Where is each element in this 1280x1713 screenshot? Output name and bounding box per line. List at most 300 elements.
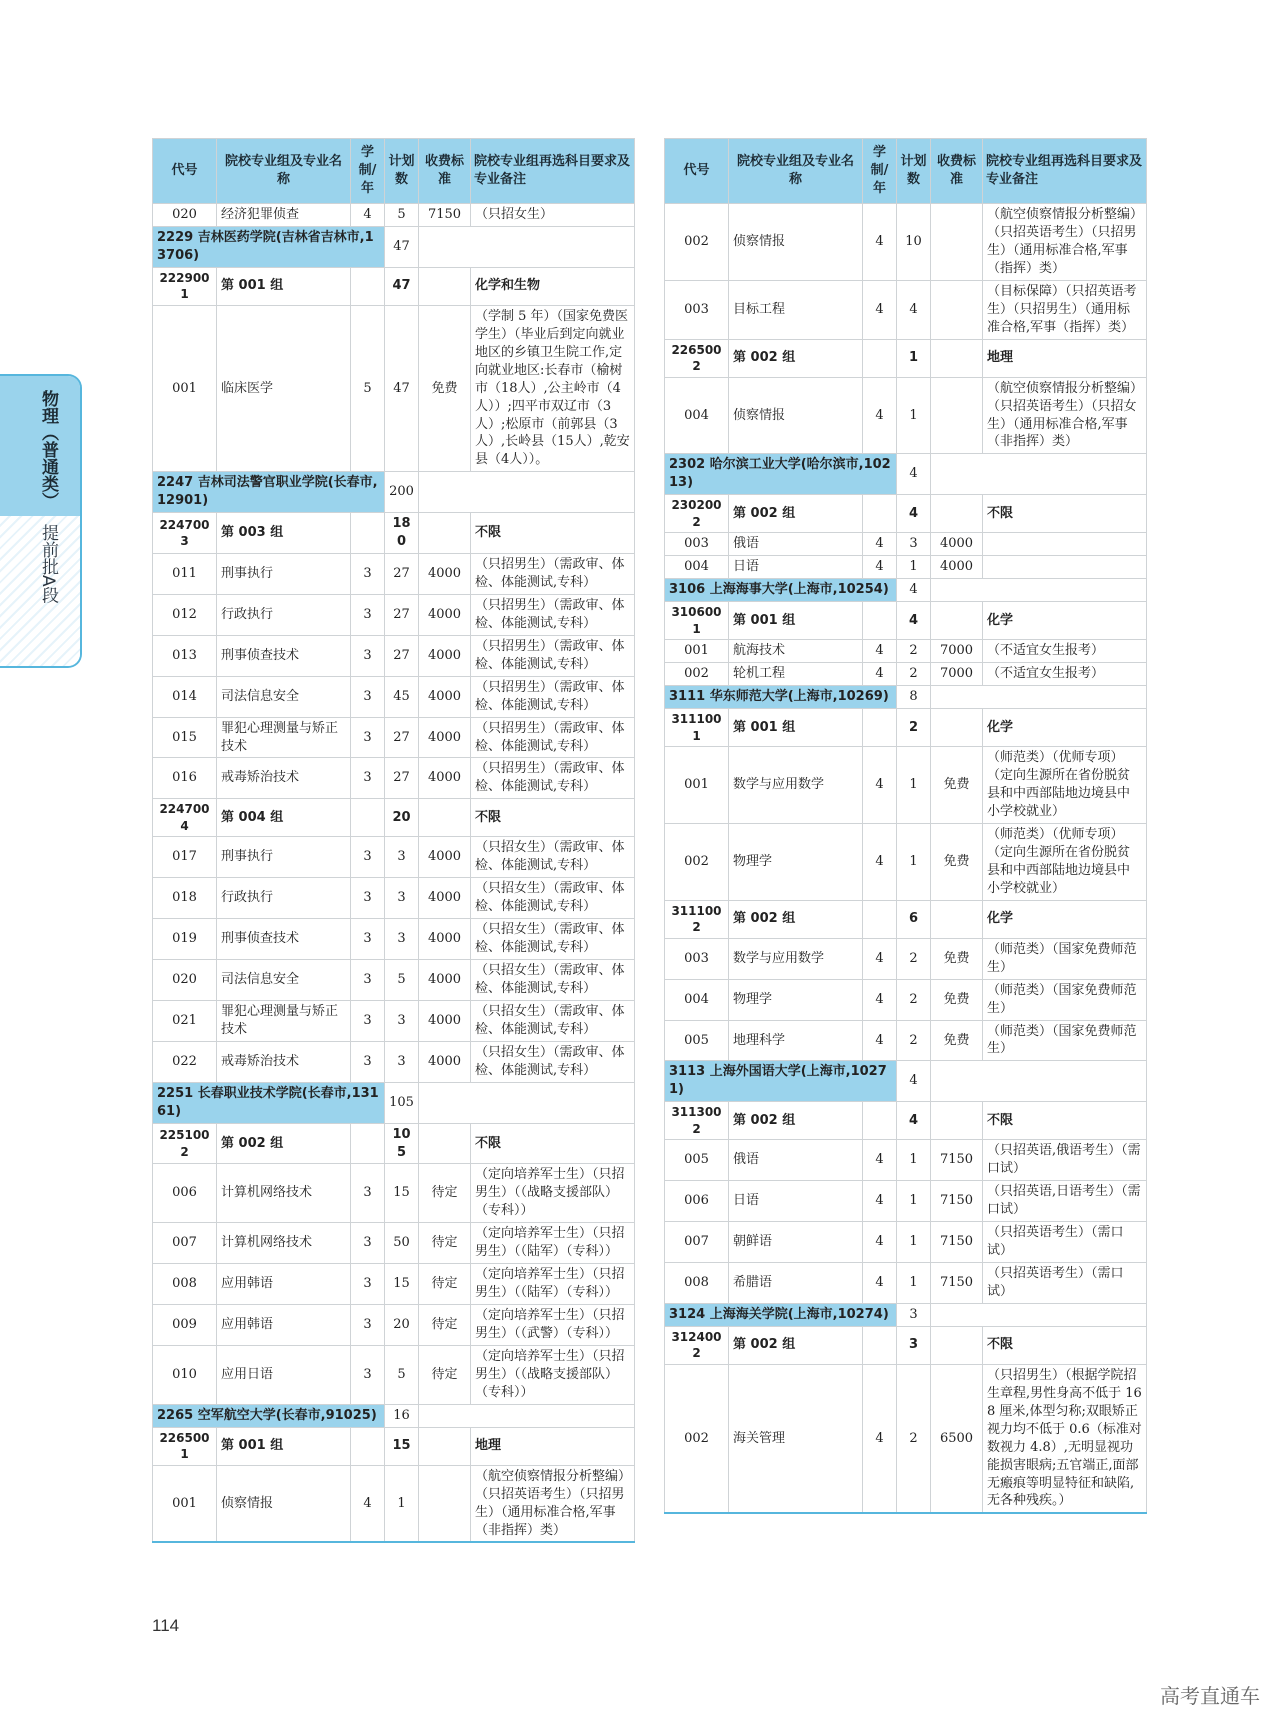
- school-blank: [931, 579, 1147, 602]
- major-years: 4: [351, 1465, 385, 1542]
- major-note: （航空侦察情报分析整编）（只招英语考生）（只招男生）（通用标准合格,军事（非指挥）类）: [471, 1465, 635, 1542]
- major-note: （定向培养军士生）（只招男生）（（战略支援部队）（专科））: [471, 1345, 635, 1404]
- group-row: [665, 339, 1147, 377]
- major-code: 005: [665, 1140, 729, 1181]
- major-plan: 3: [385, 837, 419, 878]
- major-name: 行政执行: [217, 594, 351, 635]
- category-label: 物理（普通类）: [38, 390, 58, 509]
- major-note: （定向培养军士生）（只招男生）（（战略支援部队）（专科））: [471, 1164, 635, 1223]
- group-plan: 4: [897, 495, 931, 533]
- major-row: [665, 1263, 1147, 1304]
- group-name: 第 001 组: [217, 1427, 351, 1465]
- major-years: 4: [863, 556, 897, 579]
- group-fee-blank: [931, 709, 983, 747]
- major-years: 4: [863, 1140, 897, 1181]
- major-code: 011: [153, 554, 217, 595]
- major-fee: 4000: [419, 878, 471, 919]
- major-fee: 4000: [419, 919, 471, 960]
- major-years: 3: [351, 1164, 385, 1223]
- major-plan: 3: [385, 919, 419, 960]
- major-plan: 45: [385, 676, 419, 717]
- major-name: 刑事执行: [217, 554, 351, 595]
- major-row: [665, 979, 1147, 1020]
- major-code: 009: [153, 1305, 217, 1346]
- side-tab: [0, 374, 82, 668]
- group-years-blank: [351, 799, 385, 837]
- group-code: 3111002: [665, 900, 729, 938]
- major-note: [983, 556, 1147, 579]
- major-years: 3: [351, 837, 385, 878]
- major-row: [665, 280, 1147, 339]
- major-name: 轮机工程: [729, 663, 863, 686]
- header-years: 学制/年: [351, 139, 385, 204]
- group-years-blank: [351, 513, 385, 554]
- major-years: 4: [863, 533, 897, 556]
- major-note: （只招男生）（需政审、体检、体能测试,专科）: [471, 717, 635, 758]
- major-years: 3: [351, 1223, 385, 1264]
- major-years: 3: [351, 676, 385, 717]
- major-years: 4: [863, 1263, 897, 1304]
- major-code: 017: [153, 837, 217, 878]
- group-name: 第 002 组: [729, 339, 863, 377]
- school-row: [153, 472, 635, 513]
- group-plan: 1: [897, 339, 931, 377]
- major-fee: 7150: [931, 1181, 983, 1222]
- major-fee: 免费: [931, 938, 983, 979]
- major-code: 003: [665, 533, 729, 556]
- major-years: 3: [351, 635, 385, 676]
- group-code: 2247004: [153, 799, 217, 837]
- group-fee-blank: [931, 1102, 983, 1140]
- major-note: （师范类）（优师专项）（定向生源所在省份脱贫县和中西部陆地边境县中小学校就业）: [983, 823, 1147, 900]
- major-note: （只招男生）（需政审、体检、体能测试,专科）: [471, 676, 635, 717]
- major-note: （师范类）（国家免费师范生）: [983, 938, 1147, 979]
- major-name: 司法信息安全: [217, 960, 351, 1001]
- major-fee: 免费: [931, 1020, 983, 1061]
- group-fee-blank: [419, 267, 471, 305]
- major-row: [153, 837, 635, 878]
- major-row: [153, 1264, 635, 1305]
- major-plan: 5: [385, 1345, 419, 1404]
- major-fee: [931, 377, 983, 454]
- group-years-blank: [863, 495, 897, 533]
- major-note: （不适宜女生报考）: [983, 640, 1147, 663]
- major-note: （不适宜女生报考）: [983, 663, 1147, 686]
- school-row: [665, 1061, 1147, 1102]
- major-years: 3: [351, 1305, 385, 1346]
- major-note: （只招女生）: [471, 204, 635, 227]
- major-code: 002: [665, 823, 729, 900]
- major-note: （定向培养军士生）（只招男生）（（陆军）（专科））: [471, 1223, 635, 1264]
- school-plan: 47: [385, 226, 419, 267]
- major-years: 3: [351, 1264, 385, 1305]
- major-fee: 待定: [419, 1223, 471, 1264]
- major-row: [153, 1345, 635, 1404]
- school-row: [665, 1303, 1147, 1326]
- group-plan: 15: [385, 1427, 419, 1465]
- group-row: [153, 799, 635, 837]
- major-code: 006: [153, 1164, 217, 1223]
- school-row: [665, 454, 1147, 495]
- major-fee: 4000: [419, 676, 471, 717]
- major-years: 4: [863, 280, 897, 339]
- major-fee: [931, 280, 983, 339]
- major-row: [153, 1223, 635, 1264]
- major-plan: 1: [897, 747, 931, 824]
- group-code: 2302002: [665, 495, 729, 533]
- major-note: （只招女生）（需政审、体检、体能测试,专科）: [471, 960, 635, 1001]
- major-fee: 4000: [419, 554, 471, 595]
- major-name: 日语: [729, 1181, 863, 1222]
- major-plan: 1: [897, 556, 931, 579]
- major-row: [153, 635, 635, 676]
- major-row: [153, 204, 635, 227]
- major-note: （学制 5 年）（国家免费医学生）（毕业后到定向就业地区的乡镇卫生院工作,定向就业地区:长春市（榆树市（18人）,公主岭市（4人））;四平市双辽市（3人）;松原市（前郭县（3人）,长岭县（15人）,乾安县（4人））。: [471, 305, 635, 471]
- major-row: [665, 1222, 1147, 1263]
- major-note: （只招女生）（需政审、体检、体能测试,专科）: [471, 1041, 635, 1082]
- major-years: 3: [351, 1345, 385, 1404]
- group-plan: 4: [897, 1102, 931, 1140]
- major-years: 3: [351, 758, 385, 799]
- major-fee: 4000: [419, 1041, 471, 1082]
- major-row: [153, 1305, 635, 1346]
- school-blank: [931, 454, 1147, 495]
- school-name: 2251 长春职业技术学院(长春市,13161): [153, 1082, 385, 1123]
- group-name: 第 001 组: [729, 602, 863, 640]
- major-row: [665, 1020, 1147, 1061]
- group-plan: 47: [385, 267, 419, 305]
- group-fee-blank: [419, 799, 471, 837]
- header-code: 代号: [153, 139, 217, 204]
- major-plan: 27: [385, 758, 419, 799]
- major-row: [153, 305, 635, 471]
- group-plan: 105: [385, 1123, 419, 1164]
- group-subject-requirement: 不限: [471, 1123, 635, 1164]
- major-fee: 7150: [931, 1222, 983, 1263]
- major-row: [153, 554, 635, 595]
- major-years: 4: [863, 823, 897, 900]
- major-fee: 7150: [931, 1140, 983, 1181]
- major-plan: 15: [385, 1164, 419, 1223]
- group-row: [153, 513, 635, 554]
- major-code: 007: [153, 1223, 217, 1264]
- major-name: 罪犯心理测量与矫正技术: [217, 717, 351, 758]
- major-code: 003: [665, 280, 729, 339]
- major-name: 经济犯罪侦查: [217, 204, 351, 227]
- school-blank: [931, 686, 1147, 709]
- major-fee: 4000: [931, 556, 983, 579]
- group-years-blank: [351, 1123, 385, 1164]
- group-row: [153, 267, 635, 305]
- major-name: 戒毒矫治技术: [217, 758, 351, 799]
- group-subject-requirement: 地理: [471, 1427, 635, 1465]
- group-name: 第 002 组: [729, 1326, 863, 1364]
- major-name: 侦察情报: [729, 204, 863, 281]
- major-code: 018: [153, 878, 217, 919]
- school-plan: 3: [897, 1303, 931, 1326]
- page-number: 114: [152, 1616, 180, 1635]
- major-years: 3: [351, 717, 385, 758]
- major-code: 010: [153, 1345, 217, 1404]
- major-plan: 50: [385, 1223, 419, 1264]
- major-row: [665, 1181, 1147, 1222]
- major-note: [983, 533, 1147, 556]
- group-code: 3124002: [665, 1326, 729, 1364]
- major-plan: 27: [385, 594, 419, 635]
- school-blank: [931, 1303, 1147, 1326]
- major-code: 021: [153, 1000, 217, 1041]
- major-plan: 1: [897, 1263, 931, 1304]
- group-name: 第 004 组: [217, 799, 351, 837]
- major-name: 物理学: [729, 979, 863, 1020]
- major-years: 4: [863, 1364, 897, 1513]
- major-plan: 2: [897, 663, 931, 686]
- major-row: [665, 938, 1147, 979]
- group-fee-blank: [419, 1427, 471, 1465]
- major-fee: 7000: [931, 663, 983, 686]
- group-subject-requirement: 不限: [983, 495, 1147, 533]
- school-plan: 200: [385, 472, 419, 513]
- major-name: 航海技术: [729, 640, 863, 663]
- major-note: （只招男生）（根据学院招生章程,男性身高不低于 168 厘米,体型匀称;双眼矫正视力均不低于 0.6（标准对数视力 4.8）,无明显视功能损害眼病;五官端正,面部无瘢痕等明显特征和缺陷,无各种残疾。）: [983, 1364, 1147, 1513]
- group-code: 2229001: [153, 267, 217, 305]
- major-years: 4: [863, 938, 897, 979]
- major-fee: 4000: [419, 594, 471, 635]
- group-plan: 2: [897, 709, 931, 747]
- major-code: 013: [153, 635, 217, 676]
- school-name: 2265 空军航空大学(长春市,91025): [153, 1404, 385, 1427]
- major-row: [665, 533, 1147, 556]
- major-plan: 1: [897, 1181, 931, 1222]
- group-plan: 6: [897, 900, 931, 938]
- major-row: [153, 676, 635, 717]
- major-code: 001: [153, 1465, 217, 1542]
- major-plan: 2: [897, 979, 931, 1020]
- group-subject-requirement: 化学: [983, 602, 1147, 640]
- major-row: [153, 594, 635, 635]
- school-blank: [419, 1082, 635, 1123]
- major-note: （只招男生）（需政审、体检、体能测试,专科）: [471, 554, 635, 595]
- group-code: 2265002: [665, 339, 729, 377]
- major-name: 刑事侦查技术: [217, 919, 351, 960]
- header-note: 院校专业组再选科目要求及专业备注: [471, 139, 635, 204]
- school-name: 3124 上海海关学院(上海市,10274): [665, 1303, 897, 1326]
- major-code: 001: [665, 640, 729, 663]
- header-name: 院校专业组及专业名称: [729, 139, 863, 204]
- group-row: [665, 602, 1147, 640]
- group-row: [153, 1427, 635, 1465]
- major-code: 004: [665, 377, 729, 454]
- group-code: 3113002: [665, 1102, 729, 1140]
- major-years: 5: [351, 305, 385, 471]
- major-code: 020: [153, 960, 217, 1001]
- major-fee: 4000: [419, 717, 471, 758]
- school-row: [153, 226, 635, 267]
- group-years-blank: [351, 1427, 385, 1465]
- major-plan: 1: [897, 1222, 931, 1263]
- major-row: [153, 717, 635, 758]
- group-subject-requirement: 不限: [471, 799, 635, 837]
- group-plan: 20: [385, 799, 419, 837]
- major-fee: 6500: [931, 1364, 983, 1513]
- school-blank: [419, 1404, 635, 1427]
- school-name: 3113 上海外国语大学(上海市,10271): [665, 1061, 897, 1102]
- major-row: [665, 204, 1147, 281]
- group-code: 3106001: [665, 602, 729, 640]
- major-note: （只招女生）（需政审、体检、体能测试,专科）: [471, 878, 635, 919]
- header-name: 院校专业组及专业名称: [217, 139, 351, 204]
- major-years: 3: [351, 960, 385, 1001]
- major-code: 001: [153, 305, 217, 471]
- major-plan: 1: [897, 823, 931, 900]
- major-row: [153, 758, 635, 799]
- major-row: [153, 878, 635, 919]
- group-name: 第 002 组: [729, 1102, 863, 1140]
- major-code: 020: [153, 204, 217, 227]
- school-plan: 16: [385, 1404, 419, 1427]
- header-fee: 收费标准: [931, 139, 983, 204]
- major-code: 016: [153, 758, 217, 799]
- school-name: 2229 吉林医药学院(吉林省吉林市,13706): [153, 226, 385, 267]
- group-row: [665, 495, 1147, 533]
- major-fee: 4000: [419, 635, 471, 676]
- group-row: [153, 1123, 635, 1164]
- major-name: 应用日语: [217, 1345, 351, 1404]
- major-plan: 2: [897, 938, 931, 979]
- major-plan: 27: [385, 635, 419, 676]
- major-code: 006: [665, 1181, 729, 1222]
- group-fee-blank: [931, 339, 983, 377]
- major-name: 朝鲜语: [729, 1222, 863, 1263]
- group-plan: 4: [897, 602, 931, 640]
- group-name: 第 002 组: [729, 900, 863, 938]
- major-row: [665, 823, 1147, 900]
- school-blank: [419, 472, 635, 513]
- major-fee: [931, 204, 983, 281]
- major-note: （只招英语考生）（需口试）: [983, 1222, 1147, 1263]
- major-plan: 3: [385, 878, 419, 919]
- major-code: 008: [665, 1263, 729, 1304]
- header-plan: 计划数: [385, 139, 419, 204]
- major-note: （只招英语考生）（需口试）: [983, 1263, 1147, 1304]
- header-code: 代号: [665, 139, 729, 204]
- group-plan: 3: [897, 1326, 931, 1364]
- major-row: [153, 1164, 635, 1223]
- major-fee: 免费: [931, 979, 983, 1020]
- major-note: （师范类）（优师专项）（定向生源所在省份脱贫县和中西部陆地边境县中小学校就业）: [983, 747, 1147, 824]
- group-plan: 180: [385, 513, 419, 554]
- group-fee-blank: [419, 513, 471, 554]
- major-years: 3: [351, 554, 385, 595]
- major-fee: 4000: [419, 960, 471, 1001]
- group-name: 第 002 组: [729, 495, 863, 533]
- major-code: 015: [153, 717, 217, 758]
- group-years-blank: [863, 602, 897, 640]
- major-years: 3: [351, 594, 385, 635]
- watermark: 高考直通车: [1160, 1684, 1260, 1708]
- major-name: 侦察情报: [217, 1465, 351, 1542]
- group-years-blank: [863, 1326, 897, 1364]
- group-years-blank: [863, 1102, 897, 1140]
- school-row: [153, 1082, 635, 1123]
- major-years: 3: [351, 878, 385, 919]
- table-body-left: [153, 204, 635, 1543]
- major-code: 002: [665, 1364, 729, 1513]
- major-note: （定向培养军士生）（只招男生）（（陆军）（专科））: [471, 1264, 635, 1305]
- header-note: 院校专业组再选科目要求及专业备注: [983, 139, 1147, 204]
- major-name: 俄语: [729, 1140, 863, 1181]
- major-note: （航空侦察情报分析整编）（只招英语考生）（只招男生）（通用标准合格,军事（指挥）类）: [983, 204, 1147, 281]
- major-fee: 免费: [931, 747, 983, 824]
- major-name: 行政执行: [217, 878, 351, 919]
- group-years-blank: [863, 339, 897, 377]
- major-code: 007: [665, 1222, 729, 1263]
- major-plan: 2: [897, 640, 931, 663]
- school-plan: 4: [897, 579, 931, 602]
- major-years: 3: [351, 919, 385, 960]
- school-plan: 4: [897, 1061, 931, 1102]
- major-plan: 2: [897, 1364, 931, 1513]
- major-note: （定向培养军士生）（只招男生）（（武警）（专科））: [471, 1305, 635, 1346]
- major-years: 3: [351, 1041, 385, 1082]
- school-name: 3106 上海海事大学(上海市,10254): [665, 579, 897, 602]
- major-years: 4: [863, 1222, 897, 1263]
- batch-label: 提前批A段: [38, 524, 58, 604]
- major-fee: 4000: [419, 1000, 471, 1041]
- group-subject-requirement: 不限: [983, 1326, 1147, 1364]
- major-name: 地理科学: [729, 1020, 863, 1061]
- school-plan: 105: [385, 1082, 419, 1123]
- major-code: 002: [665, 663, 729, 686]
- major-plan: 5: [385, 204, 419, 227]
- major-fee: 7000: [931, 640, 983, 663]
- major-row: [665, 640, 1147, 663]
- major-plan: 3: [385, 1041, 419, 1082]
- major-fee: 7150: [419, 204, 471, 227]
- major-code: 022: [153, 1041, 217, 1082]
- header-fee: 收费标准: [419, 139, 471, 204]
- group-name: 第 002 组: [217, 1123, 351, 1164]
- group-years-blank: [351, 267, 385, 305]
- major-plan: 3: [897, 533, 931, 556]
- major-years: 3: [351, 1000, 385, 1041]
- major-row: [665, 1140, 1147, 1181]
- group-row: [665, 1326, 1147, 1364]
- school-name: 3111 华东师范大学(上海市,10269): [665, 686, 897, 709]
- group-row: [665, 709, 1147, 747]
- major-years: 4: [863, 979, 897, 1020]
- group-years-blank: [863, 709, 897, 747]
- admission-table-right: [664, 138, 1147, 1514]
- major-row: [153, 1000, 635, 1041]
- major-years: 4: [351, 204, 385, 227]
- major-years: 4: [863, 640, 897, 663]
- major-plan: 10: [897, 204, 931, 281]
- major-note: （只招男生）（需政审、体检、体能测试,专科）: [471, 635, 635, 676]
- group-subject-requirement: 化学: [983, 900, 1147, 938]
- major-note: （只招英语,日语考生）（需口试）: [983, 1181, 1147, 1222]
- group-code: 2247003: [153, 513, 217, 554]
- major-plan: 5: [385, 960, 419, 1001]
- major-years: 4: [863, 377, 897, 454]
- major-name: 应用韩语: [217, 1305, 351, 1346]
- table-header: [153, 139, 635, 204]
- major-row: [153, 1041, 635, 1082]
- major-row: [153, 960, 635, 1001]
- major-name: 刑事侦查技术: [217, 635, 351, 676]
- major-fee: [419, 1465, 471, 1542]
- group-code: 3111001: [665, 709, 729, 747]
